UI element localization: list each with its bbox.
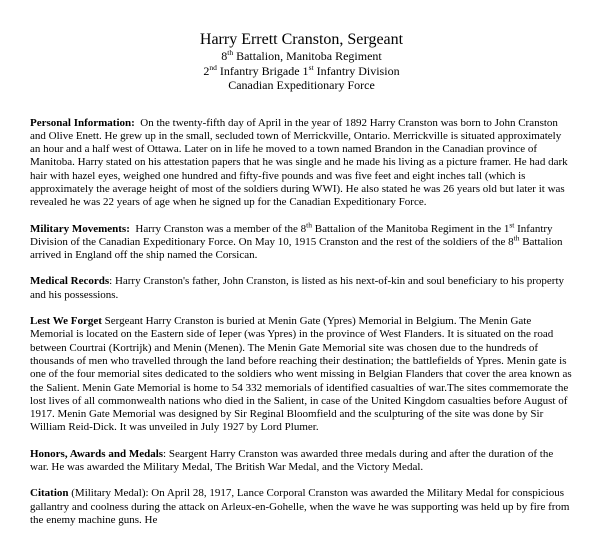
section-text: Harry Cranston was a member of the 8th Battalion of the Manitoba Regiment in the 1st Infantry Division of the Canadian Expeditionary Force. On May 10, 1915 Cranston and the rest of the soldiers of the 8th Battalion arrived in England off the ship named the Corsican. (30, 219, 563, 262)
ordinal-superscript: th (513, 233, 520, 243)
ordinal-superscript: st (509, 219, 515, 229)
section-label: Citation (30, 487, 69, 500)
section-lest-we-forget (30, 315, 573, 435)
ordinal-superscript: th (306, 219, 312, 229)
section-label: Medical Records (30, 275, 110, 288)
doc-subtitle-brigade: 2nd Infantry Brigade 1st Infantry Division (203, 62, 400, 78)
section-label: Personal Information: (30, 116, 135, 129)
ordinal-superscript: st (308, 62, 314, 72)
document-header (30, 30, 573, 93)
section-honors-awards-medals (30, 448, 573, 475)
section-separator: : (163, 447, 169, 460)
section-military-movements (30, 219, 573, 263)
doc-subtitle-force: Canadian Expeditionary Force (228, 78, 375, 92)
section-medical-records (30, 275, 573, 302)
section-label: Military Movements: (30, 222, 130, 235)
doc-title: Harry Errett Cranston, Sergeant (199, 31, 404, 48)
section-text: Seargent Harry Cranston was awarded three medals during and after the duration of the war. He was awarded the Military Medal, The British War Medal, and the Victory Medal. (30, 447, 554, 474)
section-text: Sergeant Harry Cranston is buried at Menin Gate (Ypres) Memorial in Belgium. The Menin Gate Memorial is located on the Eastern side of Ieper (was Ypres) in the province of West Flanders. It is situated on the road between Courtrai (Kortrijk) and Menin (Menen). The Menin Gate Memorial site was chosen due to the hundreds of thousands of men who travelled through the land before reaching their destination; the battlefields of Ypres. Menin gate is one of the four memorial sites dedicated to the soldiers who went missing in Belgian Flanders that cover the area known as the Salient. Menin Gate Memorial is home to 54 332 memorials of identified casualties of war.The sites commemorate the lost lives of all commonwealth nations who died in the Salient, in case of the United Kingdom casualties before August of 1917. Menin Gate Memorial was designed by Sir Reginal Bloomfield and the sculpturing of the site was done by Sir William Reid-Dick. It was unveiled in July 1927 by Lord Plumer. (30, 315, 572, 434)
section-text: (Military Medal): On April 28, 1917, Lance Corporal Cranston was awarded the Military Medal for conspicious gallantry and coolness during the attack on Arleux-en-Gohelle, when the wave he was supporting was held up by fire from the enemy machine guns. He (30, 487, 570, 526)
section-label: Honors, Awards and Medals (30, 447, 164, 460)
document-body (30, 117, 573, 528)
section-citation (30, 487, 573, 527)
doc-subtitle-battalion: 8th Battalion, Manitoba Regiment (221, 48, 382, 63)
section-personal-information (30, 117, 573, 210)
section-label: Lest We Forget (30, 315, 102, 328)
section-text: On the twenty-fifth day of April in the year of 1892 Harry Cranston was born to John Cranston and Olive Enett. He grew up in the small, secluded town of Merrickville, Ontario. Merrickville is situated approximately an hour and a half west of Ottawa. Later on in life he moved to a town named Brandon in the Canadian province of Manitoba. Harry stated on his attestation papers that he was single and he made his living as a picture framer. He had dark hair with hazel eyes, weighed one hundred and fifty-five pounds and was five feet and eight inches tall (which is approximately the average height of most of the soldiers during WWI). He also stated he was 26 years old but later it was revealed he was 22 years of age when he signed up for the Canadian Expeditionary Force. (30, 116, 568, 209)
section-separator: : (109, 275, 115, 288)
section-text: Harry Cranston's father, John Cranston, is listed as his next-of-kin and soul beneficiary to his property and his possessions. (30, 275, 565, 301)
ordinal-superscript: th (227, 48, 234, 57)
ordinal-superscript: nd (209, 62, 217, 72)
